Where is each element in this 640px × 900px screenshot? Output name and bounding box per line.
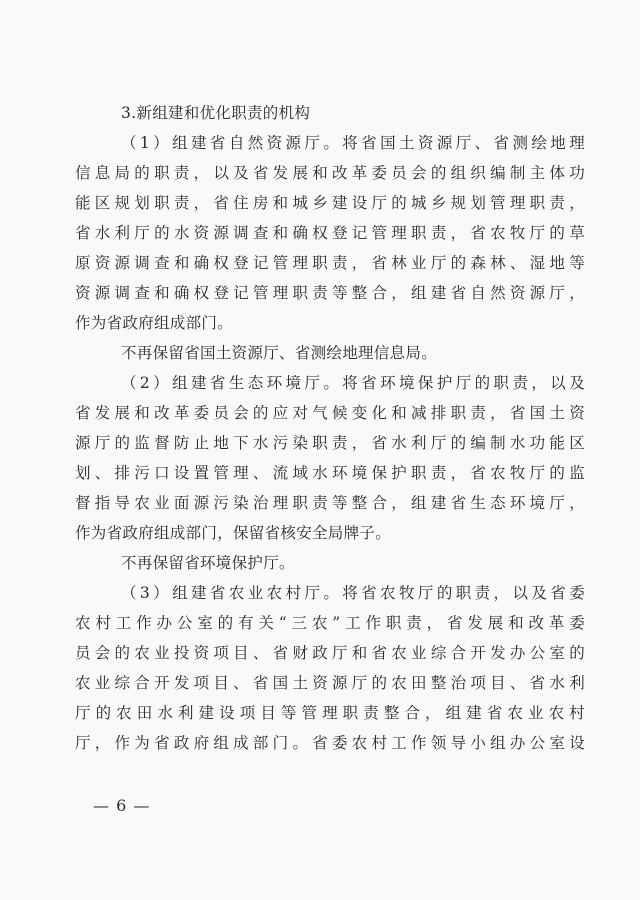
- paragraph-1-line-6: 资源调查和确权登记管理职责等整合，组建省自然资源厅，: [75, 284, 585, 302]
- paragraph-3-line-5: 督指导农业面源污染治理职责等整合，组建省生态环境厅，: [75, 494, 585, 512]
- paragraph-5-line-5: 厅的农田水利建设项目等管理职责整合，组建省农业农村: [75, 704, 585, 722]
- paragraph-3-line-3: 源厅的监督防止地下水污染职责，省水利厅的编制水功能区: [75, 434, 585, 452]
- document-body: [75, 98, 585, 758]
- paragraph-1-line-1: （1）组建省自然资源厅。将省国土资源厅、省测绘地理: [121, 134, 585, 152]
- paragraph-5-line-1: （3）组建省农业农村厅。将省农牧厅的职责，以及省委: [121, 584, 585, 602]
- paragraph-2-line-1: 不再保留省国土资源厅、省测绘地理信息局。: [121, 344, 438, 362]
- section-heading: 3.新组建和优化职责的机构: [121, 104, 311, 122]
- paragraph-3-line-2: 省发展和改革委员会的应对气候变化和减排职责，省国土资: [75, 404, 585, 422]
- paragraph-1-line-4: 省水利厅的水资源调查和确权登记管理职责，省农牧厅的草: [75, 224, 585, 242]
- paragraph-3-line-1: （2）组建省生态环境厅。将省环境保护厅的职责，以及: [121, 374, 585, 392]
- paragraph-1-line-2: 信息局的职责，以及省发展和改革委员会的组织编制主体功: [75, 164, 585, 182]
- paragraph-5-line-4: 农业综合开发项目、省国土资源厅的农田整治项目、省水利: [75, 674, 585, 692]
- paragraph-5-line-3: 员会的农业投资项目、省财政厅和省农业综合开发办公室的: [75, 644, 585, 662]
- paragraph-5-line-2: 农村工作办公室的有关“三农”工作职责，省发展和改革委: [75, 614, 585, 632]
- paragraph-5-line-6: 厅，作为省政府组成部门。省委农村工作领导小组办公室设: [75, 734, 585, 752]
- paragraph-3-line-4: 划、排污口设置管理、流域水环境保护职责，省农牧厅的监: [75, 464, 585, 482]
- paragraph-1-line-7: 作为省政府组成部门。: [75, 314, 234, 332]
- paragraph-1-line-3: 能区规划职责，省住房和城乡建设厅的城乡规划管理职责，: [75, 194, 585, 212]
- page-number: — 6 —: [93, 796, 151, 815]
- paragraph-1-line-5: 原资源调查和确权登记管理职责，省林业厅的森林、湿地等: [75, 254, 585, 272]
- paragraph-4-line-1: 不再保留省环境保护厅。: [121, 554, 295, 572]
- paragraph-3-line-6: 作为省政府组成部门，保留省核安全局牌子。: [75, 524, 392, 542]
